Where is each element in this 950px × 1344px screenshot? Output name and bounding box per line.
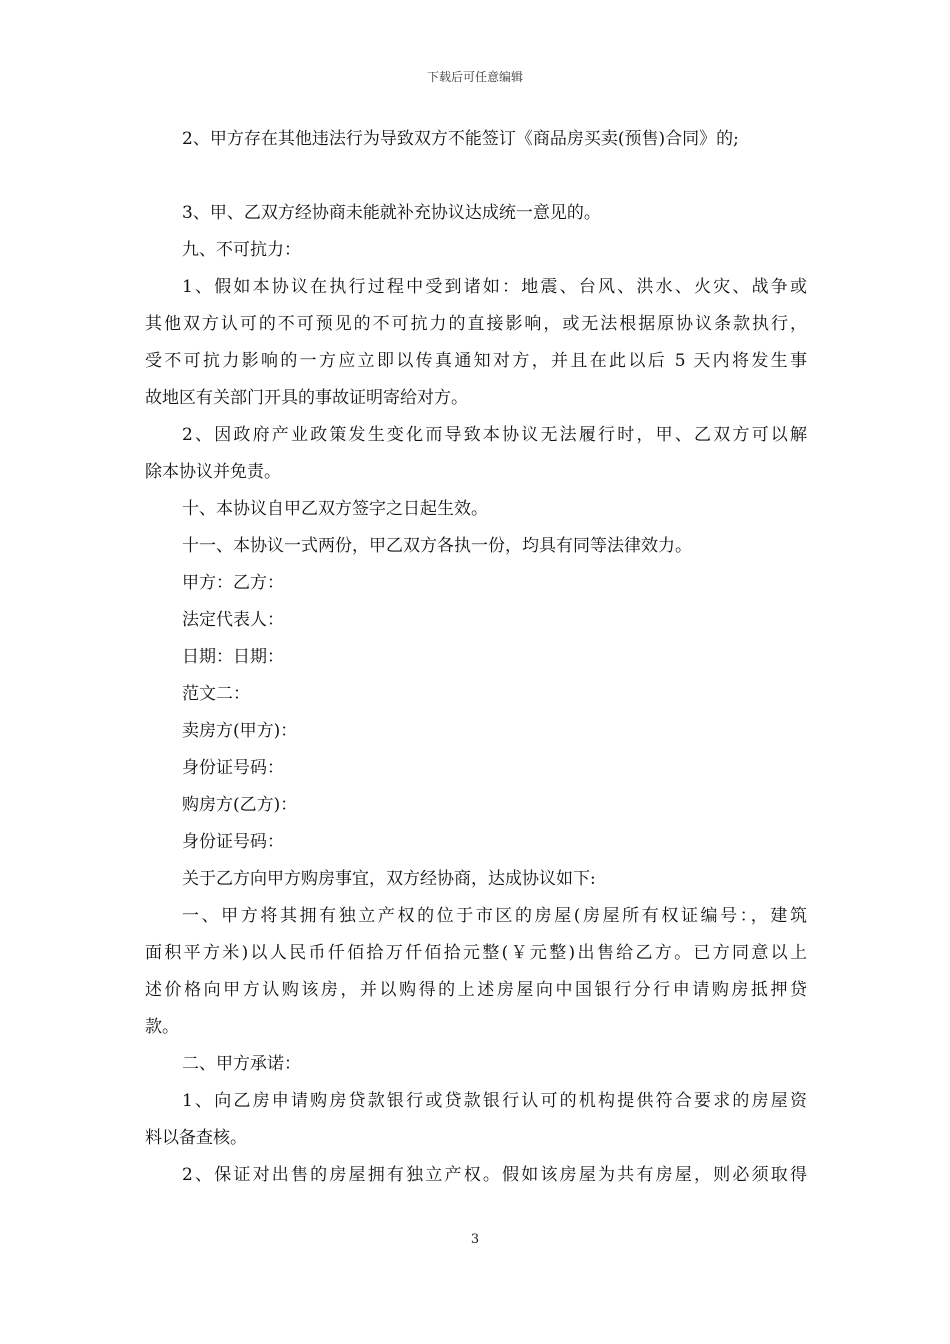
page-header-note: 下载后可任意编辑 bbox=[426, 70, 523, 84]
paragraph-line: 关于乙方向甲方购房事宜，双方经协商，达成协议如下: bbox=[182, 869, 596, 889]
paragraph-line: 故地区有关部门开具的事故证明寄给对方。 bbox=[145, 388, 468, 408]
paragraph-line: 1、假如本协议在执行过程中受到诸如：地震、台风、洪水、火灾、战争或 bbox=[182, 277, 807, 297]
paragraph-line: 一、甲方将其拥有独立产权的位于市区的房屋(房屋所有权证编号：，建筑 bbox=[182, 906, 807, 926]
section-heading: 十、本协议自甲乙双方签字之日起生效。 bbox=[182, 499, 488, 519]
paragraph-line: 3、甲、乙双方经协商未能就补充协议达成统一意见的。 bbox=[182, 203, 601, 223]
paragraph-line: 款。 bbox=[145, 1017, 179, 1037]
section-heading: 十一、本协议一式两份，甲乙双方各执一份，均具有同等法律效力。 bbox=[182, 536, 692, 556]
signature-line-party: 甲方：乙方： bbox=[182, 573, 284, 593]
section-heading: 九、不可抗力： bbox=[182, 240, 301, 260]
signature-line-date: 日期：日期： bbox=[182, 647, 284, 667]
section-heading: 二、甲方承诺： bbox=[182, 1054, 301, 1074]
paragraph-line: 其他双方认可的不可预见的不可抗力的直接影响，或无法根据原协议条款执行， bbox=[145, 314, 807, 334]
paragraph-line: 除本协议并免责。 bbox=[145, 462, 281, 482]
paragraph-line: 2、甲方存在其他违法行为导致双方不能签订《商品房买卖(预售)合同》的; bbox=[182, 129, 739, 149]
paragraph-line: 1、向乙房申请购房贷款银行或贷款银行认可的机构提供符合要求的房屋资 bbox=[182, 1091, 807, 1111]
page-number: 3 bbox=[470, 1232, 480, 1247]
paragraph-line: 受不可抗力影响的一方应立即以传真通知对方，并且在此以后 5 天内将发生事 bbox=[145, 351, 807, 371]
field-label-buyer: 购房方(乙方)： bbox=[182, 795, 298, 815]
paragraph-line: 述价格向甲方认购该房，并以购得的上述房屋向中国银行分行申请购房抵押贷 bbox=[145, 980, 807, 1000]
field-label-id-number: 身份证号码： bbox=[182, 832, 284, 852]
paragraph-line: 面积平方米)以人民币仟佰拾万仟佰拾元整(￥元整)出售给乙方。已方同意以上 bbox=[145, 943, 807, 963]
paragraph-line: 2、保证对出售的房屋拥有独立产权。假如该房屋为共有房屋，则必须取得 bbox=[182, 1165, 807, 1185]
field-label-id-number: 身份证号码： bbox=[182, 758, 284, 778]
signature-line-representative: 法定代表人： bbox=[182, 610, 284, 630]
paragraph-line: 料以备查核。 bbox=[145, 1128, 247, 1148]
field-label-seller: 卖房方(甲方)： bbox=[182, 721, 298, 741]
section-heading: 范文二： bbox=[182, 684, 250, 704]
paragraph-line: 2、因政府产业政策发生变化而导致本协议无法履行时，甲、乙双方可以解 bbox=[182, 425, 807, 445]
